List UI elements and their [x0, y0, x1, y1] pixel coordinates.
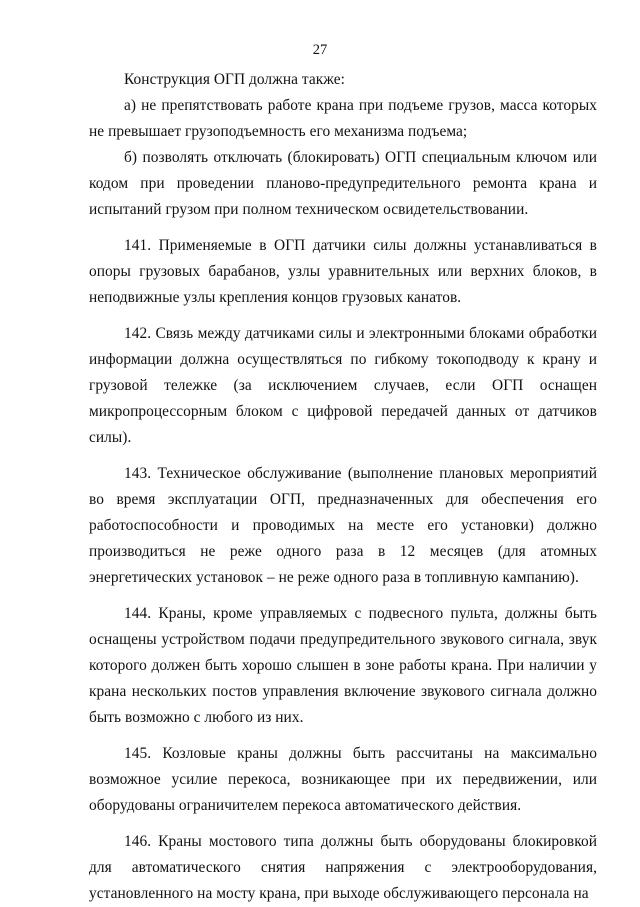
paragraph-145: 145. Козловые краны должны быть рассчитаны на максимально возможное усилие перекоса, возникающее при их передвижении, или оборудованы ограничителем перекоса автоматического действия. [89, 745, 597, 814]
body-text [89, 67, 597, 907]
paragraph-item-b: б) позволять отключать (блокировать) ОГП специальным ключом или кодом при проведении планово-предупредительного ремонта крана и испытаний грузом при полном техническом освидетельствовании. [89, 149, 597, 218]
paragraph-146: 146. Краны мостового типа должны быть оборудованы блокировкой для автоматического снятия напряжения с электрооборудования, установленного на мосту крана, при выходе обслуживающего персонала на [89, 833, 597, 902]
paragraph-144: 144. Краны, кроме управляемых с подвесного пульта, должны быть оснащены устройством подачи предупредительного звукового сигнала, звук которого должен быть хорошо слышен в зоне работы крана. При наличии у крана нескольких постов управления включение звукового сигнала должно быть возможно с любого из них. [89, 605, 597, 726]
page-number: 27 [312, 42, 328, 58]
paragraph-141: 141. Применяемые в ОГП датчики силы должны устанавливаться в опоры грузовых барабанов, узлы уравнительных или верхних блоков, в неподвижные узлы крепления концов грузовых канатов. [89, 237, 597, 306]
paragraph-142: 142. Связь между датчиками силы и электронными блоками обработки информации должна осуществляться по гибкому токоподводу к крану и грузовой тележке (за исключением случаев, если ОГП оснащен микропроцессорным блоком с цифровой передачей данных от датчиков силы). [89, 325, 597, 446]
paragraph-item-a: а) не препятствовать работе крана при подъеме грузов, масса которых не превышает грузоподъемность его механизма подъема; [89, 97, 597, 140]
paragraph-intro: Конструкция ОГП должна также: [124, 71, 345, 88]
paragraph-143: 143. Техническое обслуживание (выполнение плановых мероприятий во время эксплуатации ОГП, предназначенных для обеспечения его работоспособности и проводимых на месте его установки) должно производиться не реже одного раза в 12 месяцев (для атомных энергетических установок – не реже одного раза в топливную кампанию). [89, 465, 597, 586]
